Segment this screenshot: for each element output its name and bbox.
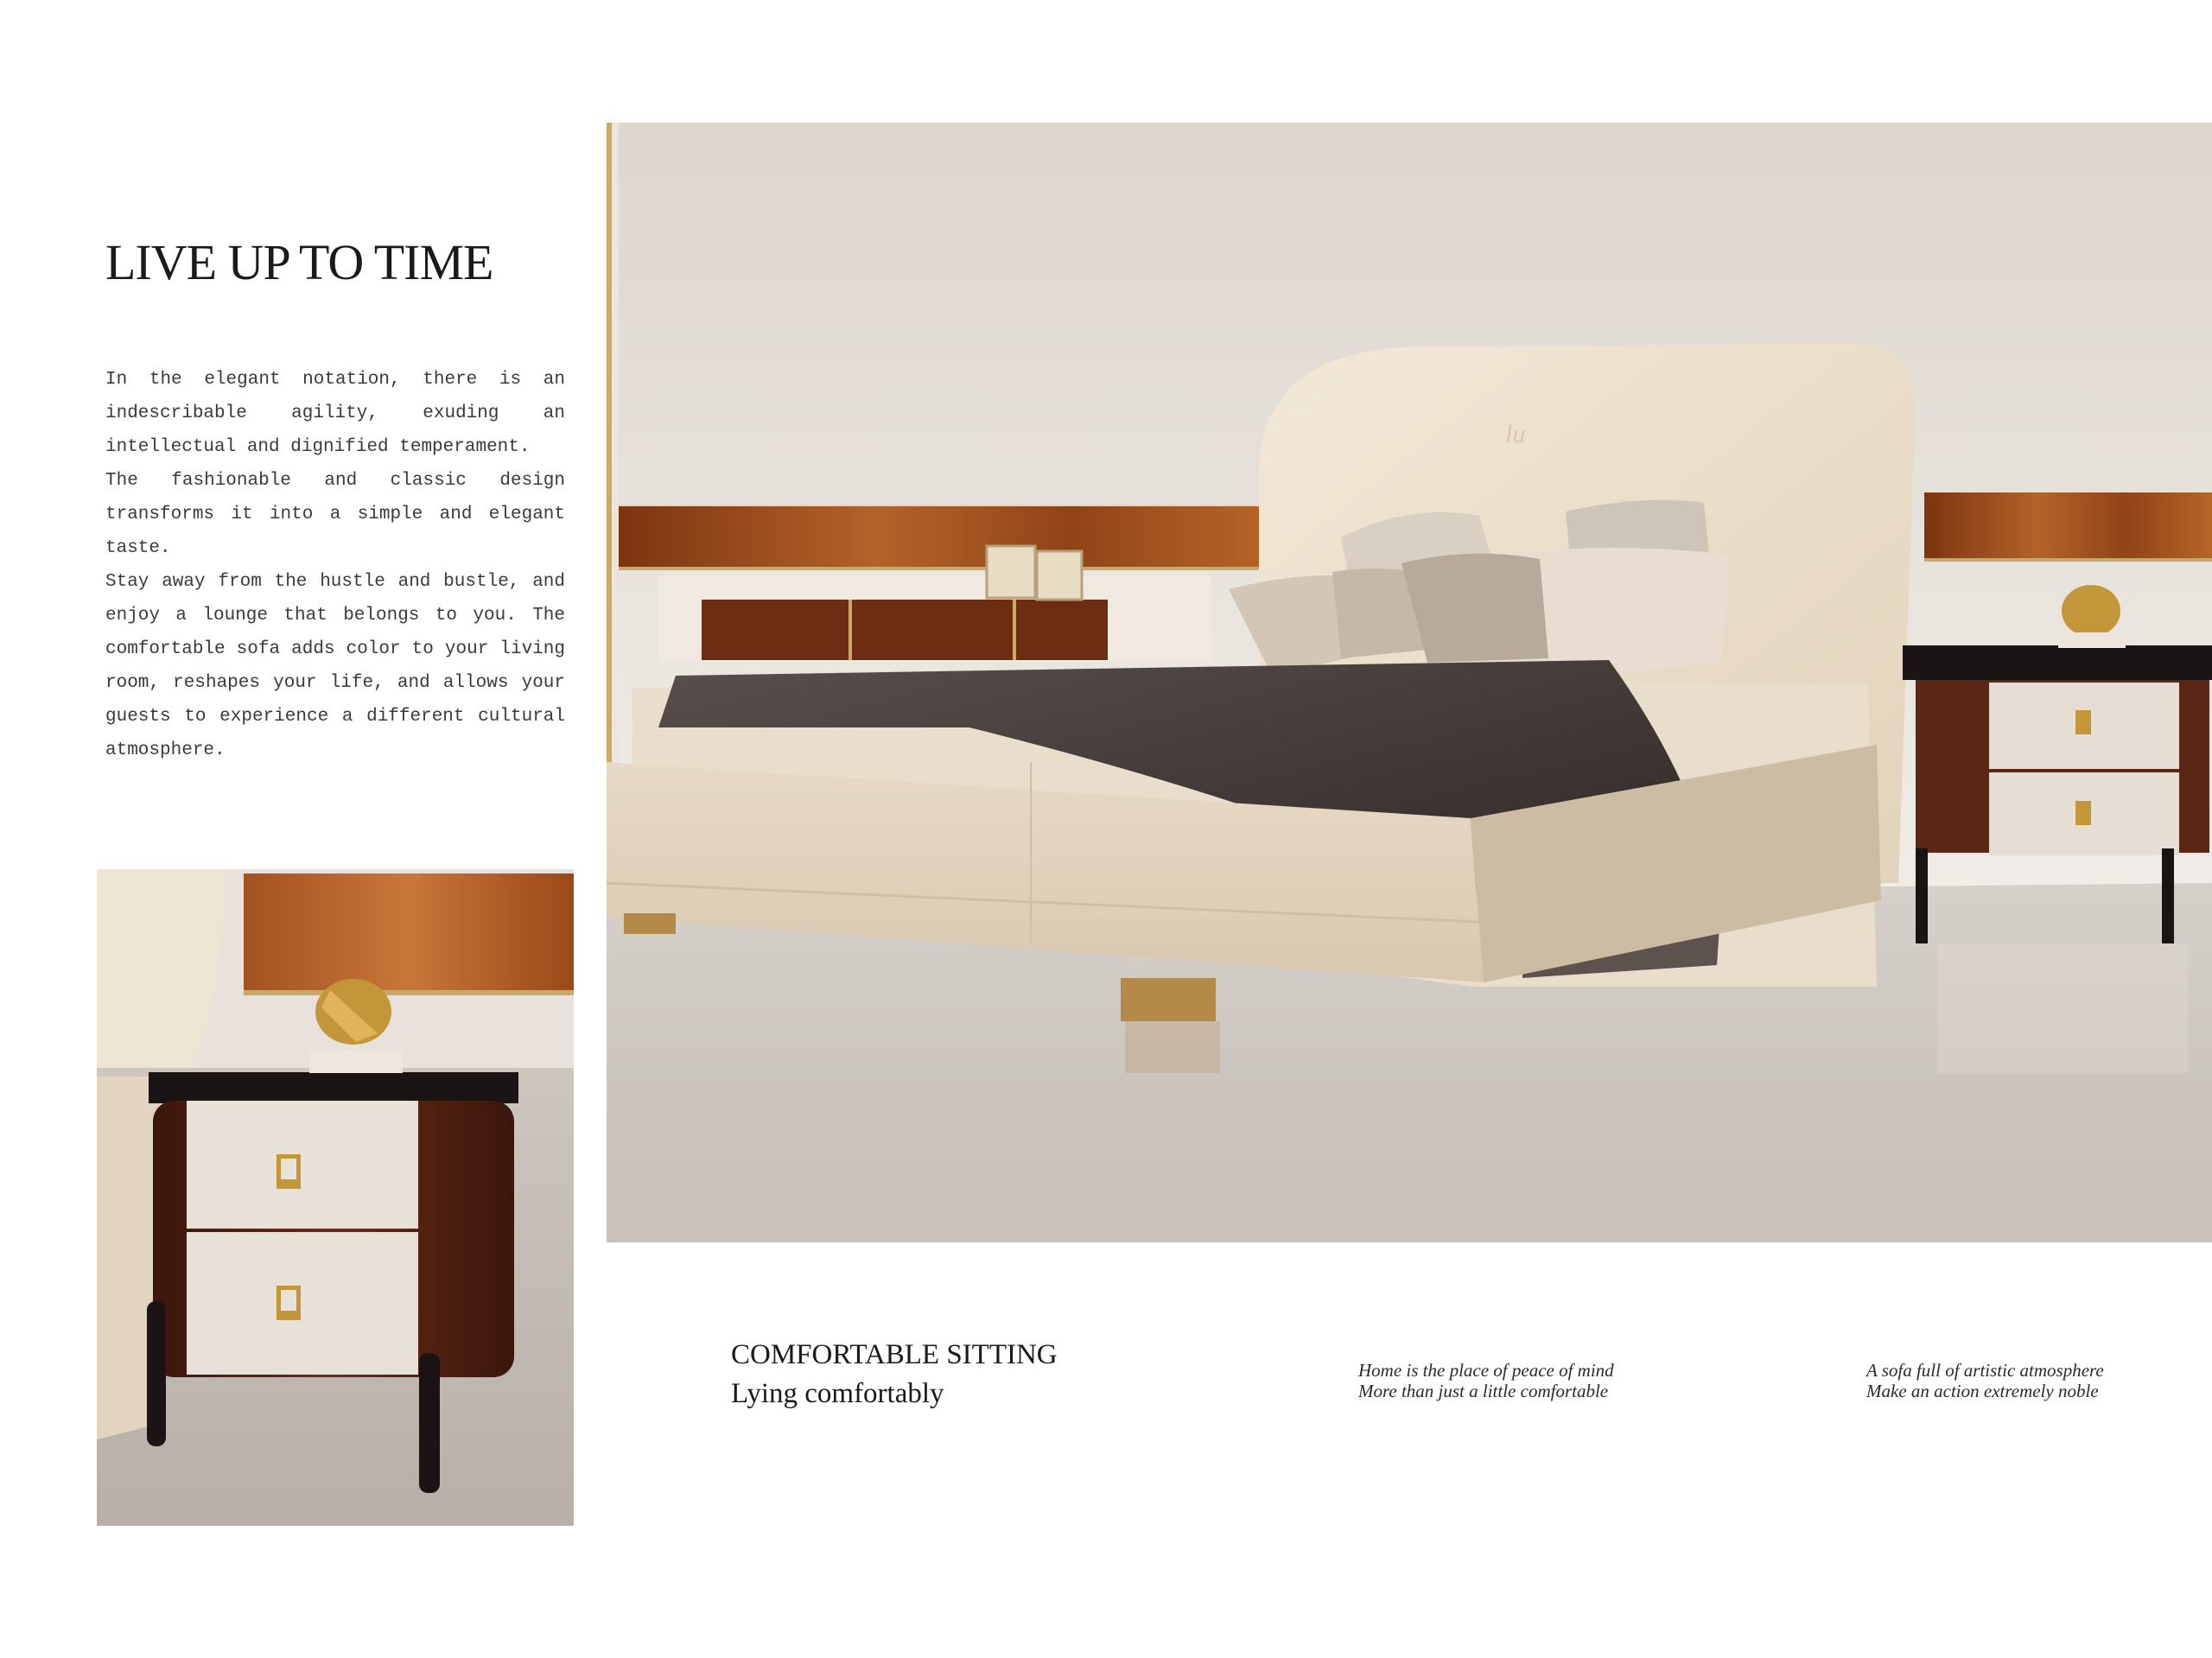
caption-title: COMFORTABLE SITTING bbox=[731, 1339, 1058, 1370]
quote-block bbox=[1358, 1360, 1614, 1401]
quote-line: More than just a little comfortable bbox=[1358, 1381, 1609, 1401]
caption-subtitle: Lying comfortably bbox=[731, 1378, 944, 1409]
svg-text:lu: lu bbox=[1505, 420, 1526, 448]
quote-line: Make an action extremely noble bbox=[1866, 1381, 2099, 1401]
nightstand-photo bbox=[97, 869, 574, 1526]
quote-block bbox=[1866, 1360, 2104, 1401]
intro-paragraph: Stay away from the hustle and bustle, and enjoy a lounge that belongs to you. The comfortable sofa adds color to your living room, reshapes your life, and allows your guests to experience a different cultural atmosphere. bbox=[105, 572, 565, 760]
quote-line: Home is the place of peace of mind bbox=[1358, 1360, 1614, 1381]
page-title: LIVE UP TO TIME bbox=[105, 234, 493, 290]
bedroom-photo bbox=[607, 123, 2212, 1242]
quote-line: A sofa full of artistic atmosphere bbox=[1866, 1360, 2104, 1381]
intro-text bbox=[105, 363, 565, 767]
intro-paragraph: In the elegant notation, there is an indescribable agility, exuding an intellectual and dignified temperament. bbox=[105, 370, 565, 457]
intro-paragraph: The fashionable and classic design transforms it into a simple and elegant taste. bbox=[105, 471, 565, 558]
